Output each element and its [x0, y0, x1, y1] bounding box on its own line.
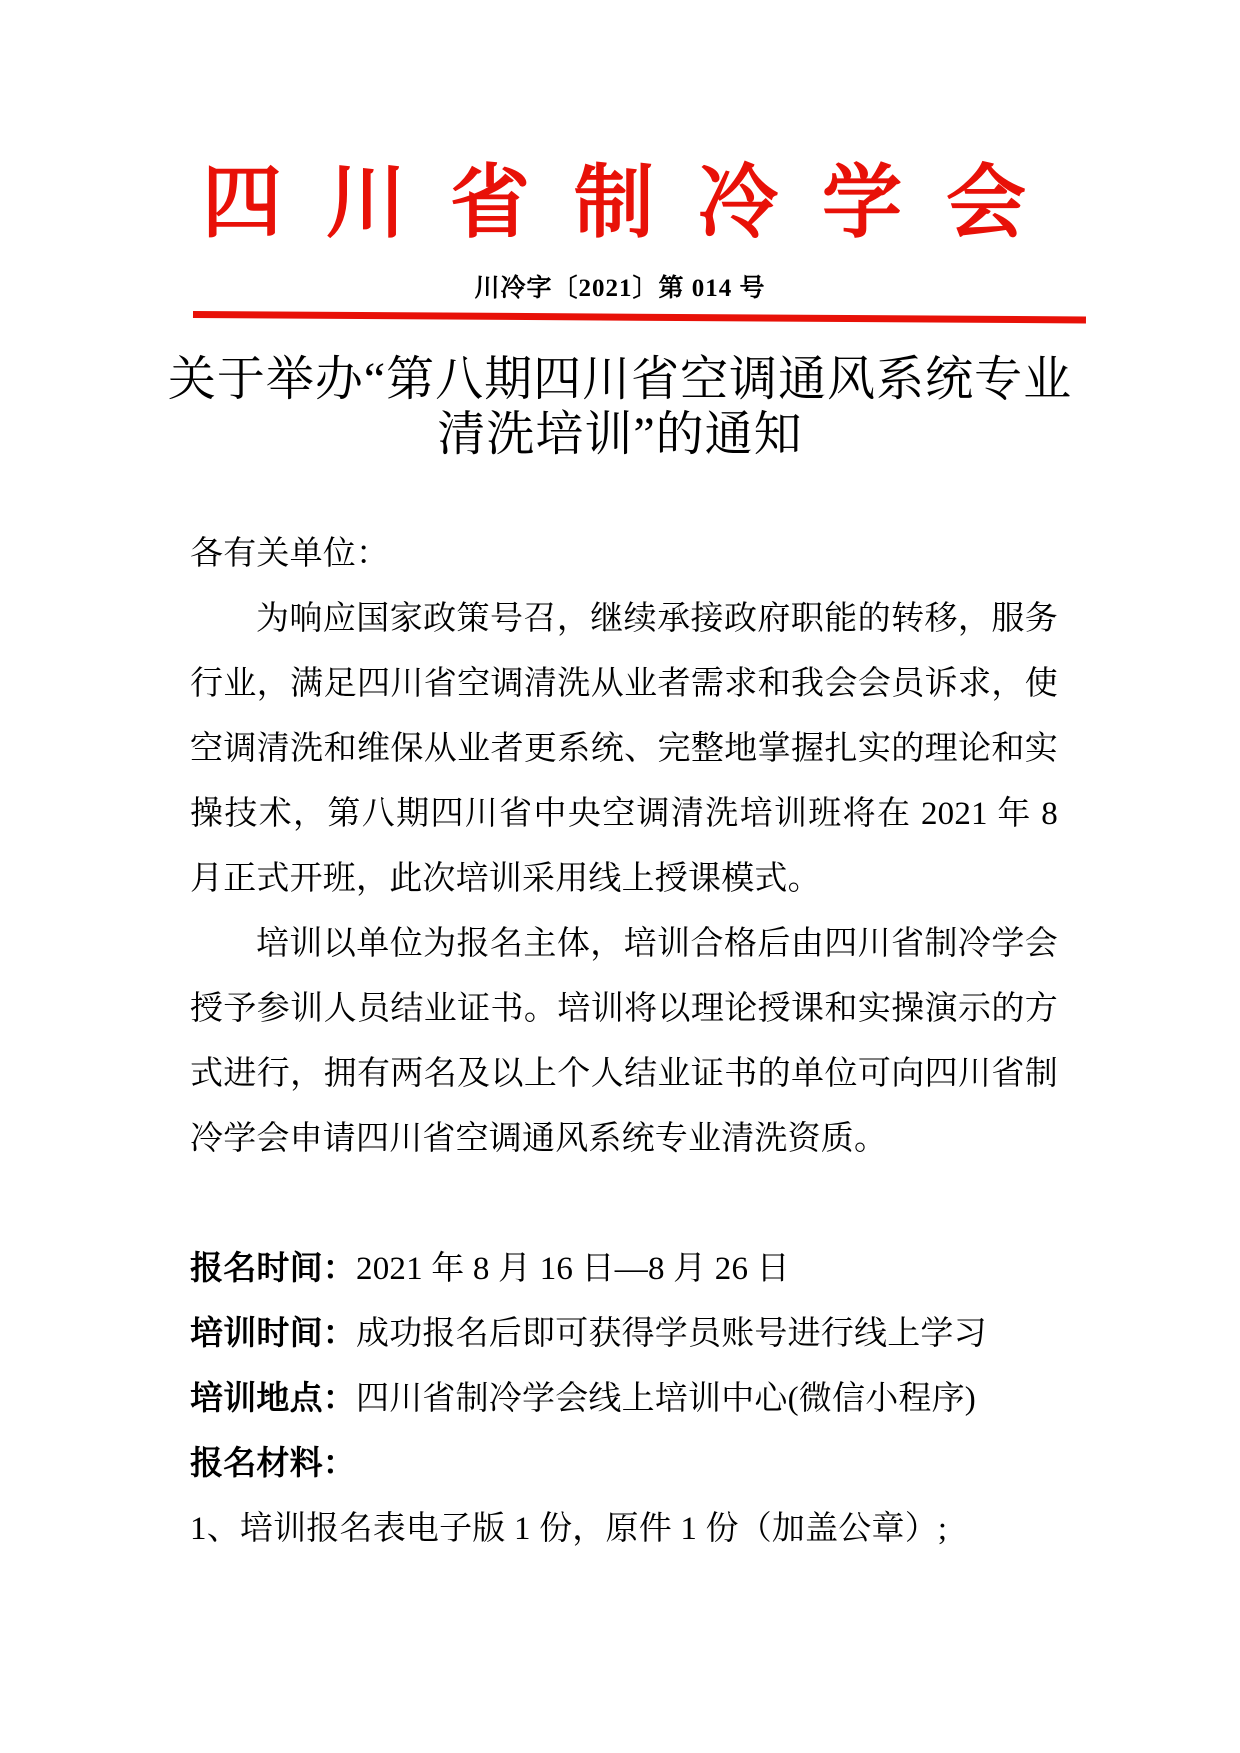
training-time-label: 培训时间：: [190, 1316, 356, 1352]
info-row-signup-time: [190, 1237, 1058, 1302]
training-time-value: 成功报名后即可获得学员账号进行线上学习: [356, 1316, 987, 1352]
signup-time-value: 2021 年 8 月 16 日—8 月 26 日: [356, 1251, 790, 1287]
org-title: 四 川 省 制 冷 学 会: [202, 160, 1038, 248]
signup-materials-label: 报名材料：: [190, 1446, 356, 1482]
document-body: [190, 522, 1058, 1562]
signup-time-label: 报名时间：: [190, 1251, 356, 1287]
notice-title-line2: 清洗培训”的通知: [437, 408, 803, 461]
notice-title: [0, 352, 1240, 462]
info-section: [190, 1237, 1058, 1497]
paragraph-1: 为响应国家政策号召，继续承接政府职能的转移，服务行业，满足四川省空调清洗从业者需求和我会会员诉求，使空调清洗和维保从业者更系统、完整地掌握扎实的理论和实操技术，第八期四川省中央空调清洗培训班将在 2021 年 8 月正式开班，此次培训采用线上授课模式。: [190, 601, 1058, 897]
training-location-value: 四川省制冷学会线上培训中心(微信小程序): [356, 1381, 976, 1417]
paragraph-2: 培训以单位为报名主体，培训合格后由四川省制冷学会授予参训人员结业证书。培训将以理论授课和实操演示的方式进行，拥有两名及以上个人结业证书的单位可向四川省制冷学会申请四川省空调通风系统专业清洗资质。: [190, 926, 1058, 1157]
salutation: 各有关单位：: [190, 536, 390, 572]
training-location-label: 培训地点：: [190, 1381, 356, 1417]
info-row-signup-materials: [190, 1432, 1058, 1497]
material-list-item-1: 1、培训报名表电子版 1 份，原件 1 份（加盖公章）;: [190, 1511, 948, 1547]
red-divider-line: [193, 311, 1086, 323]
doc-number: 川冷字〔2021〕第 014 号: [474, 275, 766, 302]
info-row-training-location: [190, 1367, 1058, 1432]
notice-title-line1: 关于举办“第八期四川省空调通风系统专业: [167, 353, 1073, 406]
info-row-training-time: [190, 1302, 1058, 1367]
